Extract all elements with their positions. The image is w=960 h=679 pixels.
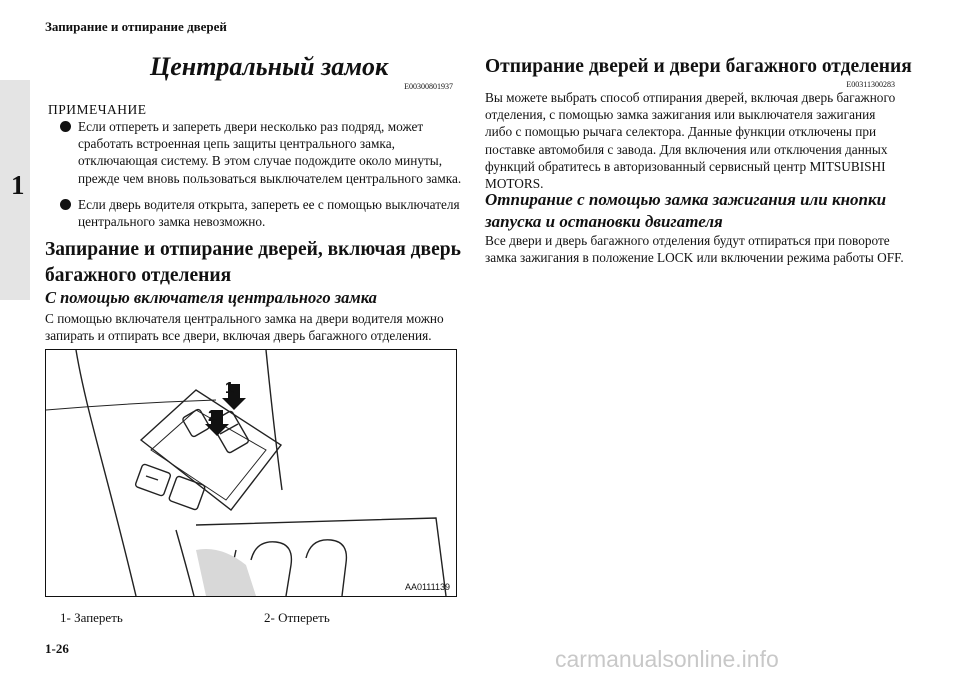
- section-body-unlocking: Вы можете выбрать способ отпирания дверей, включая дверь багажного отделения, с помощью замка зажигания или выключателя зажигания либо с помощью рычага селектора. Данные функции отключены при поставке автомобиля с завода. Для включения или отключения данных функций обратитесь в авторизованный сервисный центр MITSUBISHI MOTORS.: [485, 90, 896, 192]
- chapter-number: 1: [11, 170, 25, 200]
- running-header: Запирание и отпирание дверей: [45, 19, 227, 34]
- callout-1: 1: [225, 380, 234, 397]
- section-title-unlocking: Отпирание дверей и двери багажного отделения: [485, 56, 912, 77]
- bullet-icon: [60, 199, 71, 210]
- note-item: [78, 196, 468, 230]
- figure-central-lock-switch: [45, 349, 457, 597]
- note-heading: ПРИМЕЧАНИЕ: [48, 102, 147, 117]
- subsection-title-ignition: Отпирание с помощью замка зажигания или кнопки запуска и остановки двигателя: [485, 190, 887, 231]
- page-number: 1-26: [45, 641, 69, 656]
- section-title-doors: Запирание и отпирание дверей, включая дверь багажного отделения: [45, 239, 461, 286]
- note-item-text: Если дверь водителя открыта, запереть ее с помощью выключателя центрального замка невозможно.: [78, 197, 460, 230]
- watermark: carmanualsonline.info: [555, 646, 779, 672]
- subsection-body-ignition: Все двери и дверь багажного отделения будут отпираться при повороте замка зажигания в положение LOCK или включении режима работы OFF.: [485, 233, 904, 266]
- central-lock-code: E00300801937: [404, 82, 453, 91]
- door-switch-illustration: [46, 350, 456, 596]
- note-item: [78, 118, 468, 187]
- caption-unlock: 2- Отпереть: [264, 610, 330, 625]
- note-item-text: Если отпереть и запереть двери несколько раз подряд, может сработать встроенная цепь защиты центрального замка, отключающая систему. В этом случае подождите около минуты, прежде чем вновь пользоваться выключателем центрального замка.: [78, 119, 462, 186]
- section-code-unlocking: E00311300283: [846, 80, 895, 89]
- central-lock-title: Центральный замок: [150, 52, 389, 81]
- bullet-icon: [60, 121, 71, 132]
- caption-lock: 1- Запереть: [60, 610, 123, 625]
- subsection-title-switch: С помощью включателя центрального замка: [45, 288, 377, 307]
- callout-2: 2: [208, 408, 217, 425]
- figure-code: AA0111139: [404, 582, 450, 592]
- subsection-body-switch: С помощью включателя центрального замка на двери водителя можно запирать и отпирать все двери, включая дверь багажного отделения.: [45, 311, 444, 344]
